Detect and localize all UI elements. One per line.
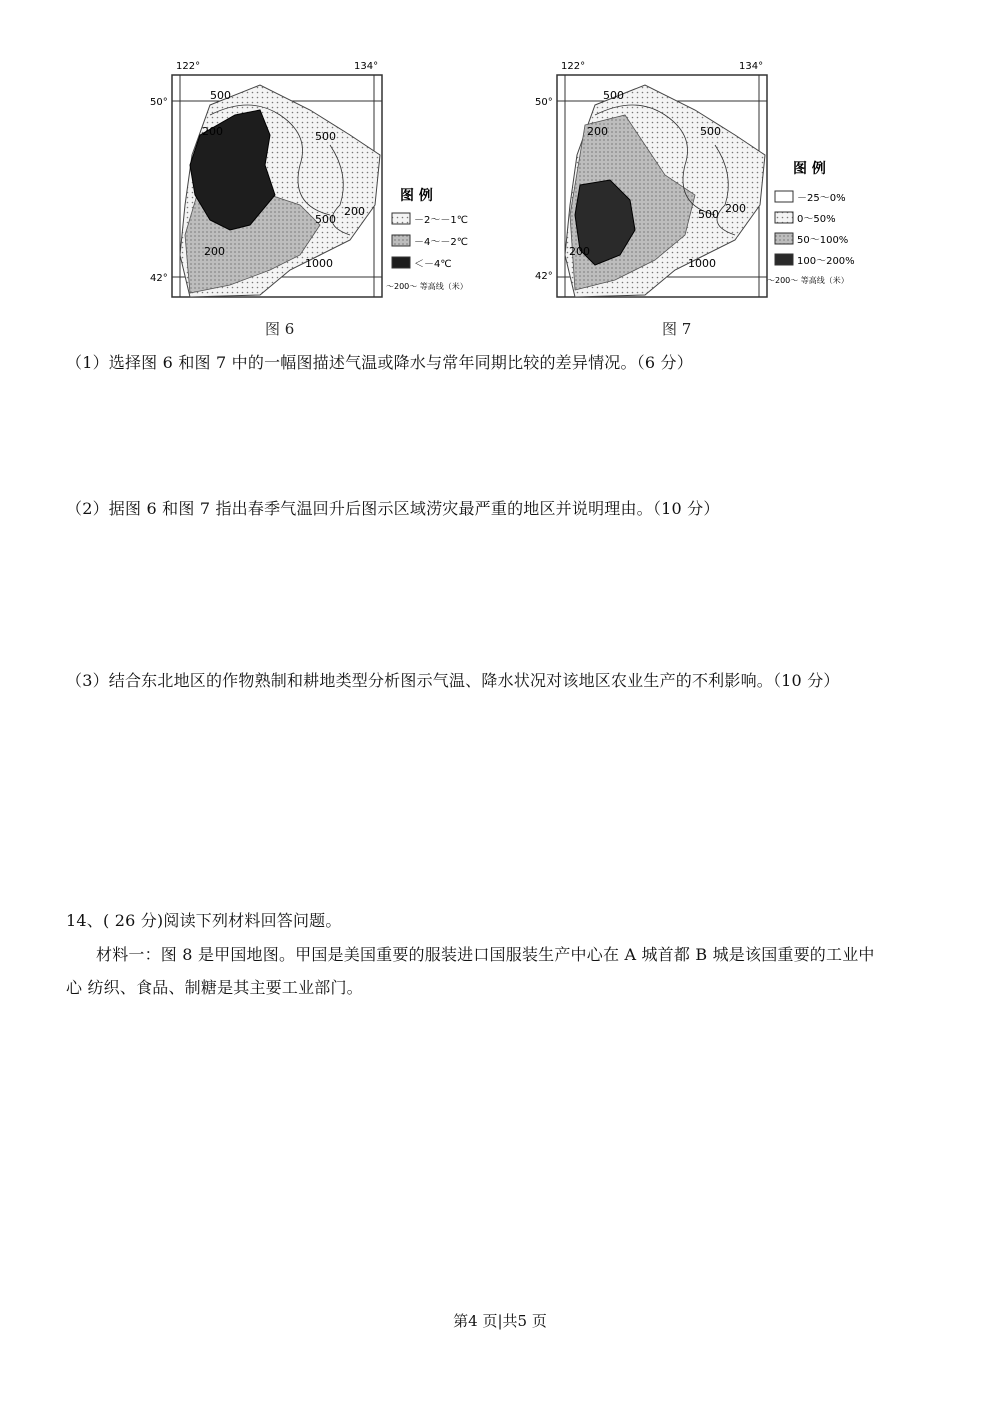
legend-label: －2～－1℃ xyxy=(414,215,468,226)
legend-label: －25～0% xyxy=(797,193,846,204)
legend-label: －4～－2℃ xyxy=(414,237,468,248)
figure-6-caption: 图 6 xyxy=(265,320,295,338)
legend-swatch xyxy=(775,254,793,265)
figure-6-contour-label: 200 xyxy=(344,205,365,218)
legend-title: 图 例 xyxy=(793,161,826,177)
longitude-label: 134° xyxy=(354,61,379,72)
question-2: （2）据图 6 和图 7 指出春季气温回升后图示区域涝灾最严重的地区并说明理由。（10 分） xyxy=(66,499,720,518)
legend-label: 100～200% xyxy=(797,256,855,267)
legend-swatch xyxy=(775,191,793,202)
figure-6-contour-label: 1000 xyxy=(305,257,333,270)
latitude-label: 50° xyxy=(150,97,168,108)
question-14-material-line-2: 心 纺织、食品、制糖是其主要工业部门。 xyxy=(66,978,363,997)
figure-7-contour-label: 500 xyxy=(698,208,719,221)
figure-7-caption: 图 7 xyxy=(662,320,692,338)
latitude-label: 42° xyxy=(535,271,553,282)
figure-7-contour-label: 500 xyxy=(603,89,624,102)
contour-note: ～200～ 等高线（米） xyxy=(386,282,468,291)
figure-7-contour-label: 1000 xyxy=(688,257,716,270)
figure-6-contour-label: 200 xyxy=(202,125,223,138)
question-14-title: 14、( 26 分)阅读下列材料回答问题。 xyxy=(66,911,342,930)
legend-swatch xyxy=(775,212,793,223)
question-1: （1）选择图 6 和图 7 中的一幅图描述气温或降水与常年同期比较的差异情况。（6 分） xyxy=(66,353,693,372)
figure-6-contour-label: 200 xyxy=(204,245,225,258)
figure-6-contour-label: 500 xyxy=(210,89,231,102)
legend-label: 0～50% xyxy=(797,214,836,225)
longitude-label: 122° xyxy=(561,61,586,72)
longitude-label: 134° xyxy=(739,61,764,72)
legend-swatch xyxy=(775,233,793,244)
latitude-label: 42° xyxy=(150,273,168,284)
figure-7-contour-label: 200 xyxy=(569,245,590,258)
question-3: （3）结合东北地区的作物熟制和耕地类型分析图示气温、降水状况对该地区农业生产的不利影响。（10 分） xyxy=(66,671,840,690)
longitude-label: 122° xyxy=(176,61,201,72)
figure-6-contour-label: 500 xyxy=(315,130,336,143)
figure-7-contour-label: 500 xyxy=(700,125,721,138)
legend-label: 50～100% xyxy=(797,235,849,246)
figure-7-map xyxy=(535,55,870,305)
page-footer: 第4 页|共5 页 xyxy=(453,1312,547,1330)
legend-title: 图 例 xyxy=(400,188,433,204)
legend-swatch xyxy=(392,213,410,224)
figure-7-contour-label: 200 xyxy=(587,125,608,138)
legend-swatch xyxy=(392,257,410,268)
legend-label: ＜－4℃ xyxy=(414,259,452,270)
figure-7-contour-label: 200 xyxy=(725,202,746,215)
contour-note: ～200～ 等高线（米） xyxy=(767,276,849,285)
latitude-label: 50° xyxy=(535,97,553,108)
legend-swatch xyxy=(392,235,410,246)
figure-6-contour-label: 500 xyxy=(315,213,336,226)
figure-6-map xyxy=(150,55,490,305)
question-14-material-line-1: 材料一：图 8 是甲国地图。甲国是美国重要的服装进口国服装生产中心在 A 城首都 B 城是该国重要的工业中 xyxy=(96,945,875,964)
